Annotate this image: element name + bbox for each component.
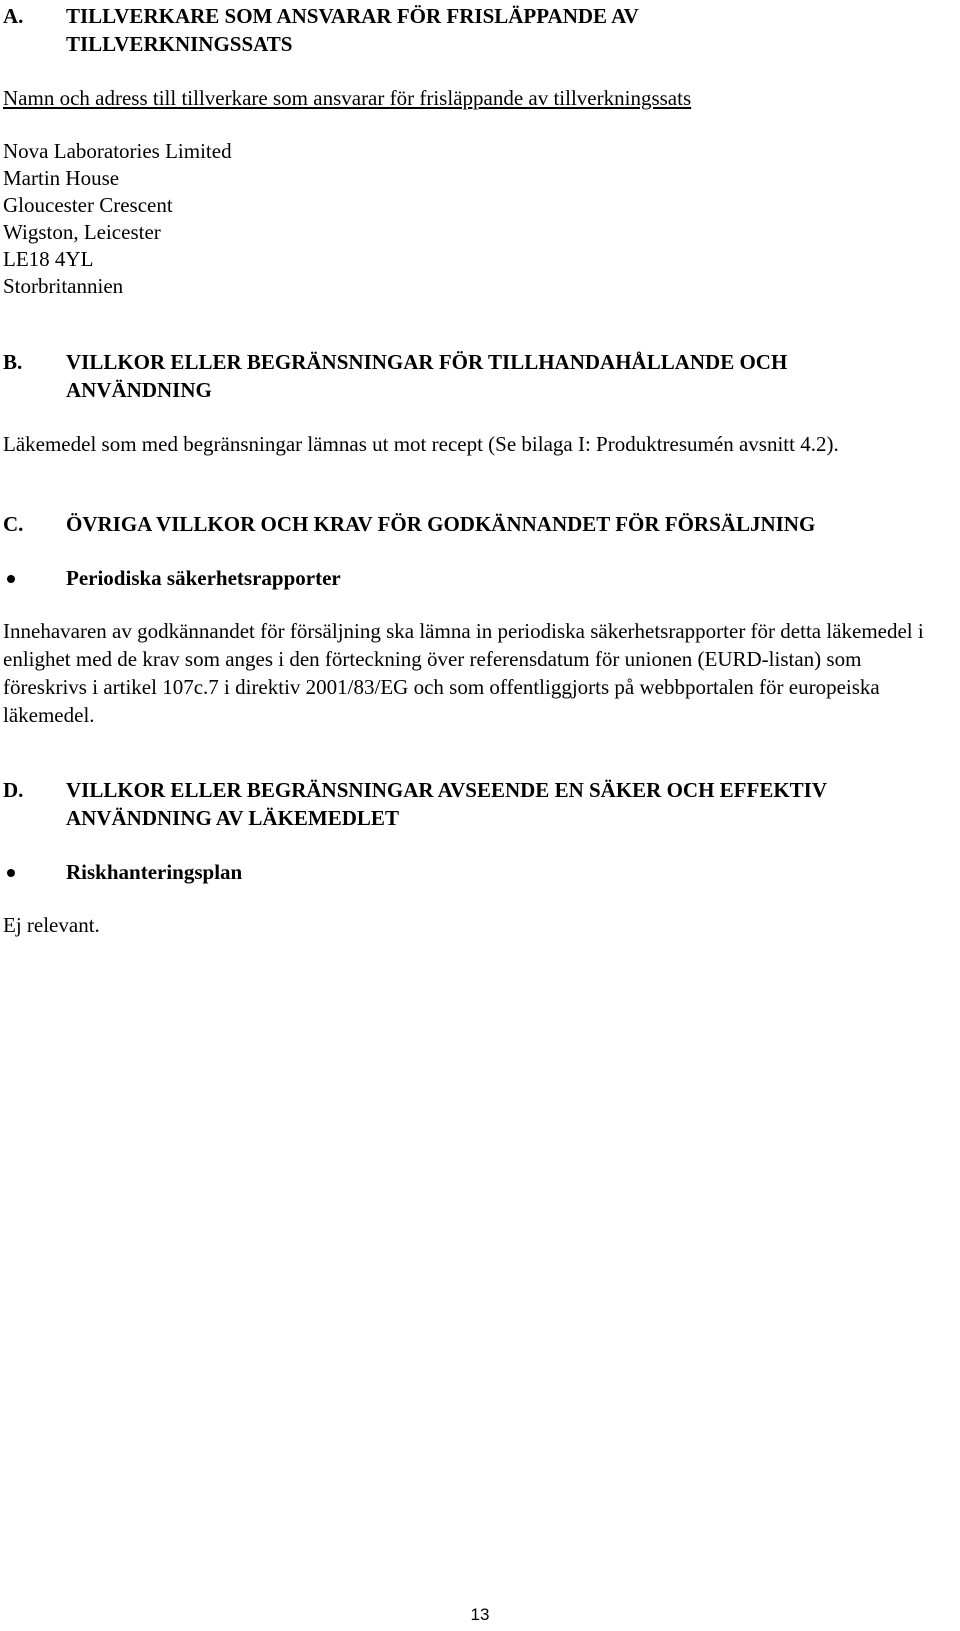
section-d-bullet-item bbox=[3, 858, 943, 886]
section-d-letter: D. bbox=[3, 778, 24, 802]
section-d-title: VILLKOR ELLER BEGRÄNSNINGAR AVSEENDE EN SÄKER OCH EFFEKTIV ANVÄNDNING AV LÄKEMEDLET bbox=[66, 778, 827, 830]
section-b-text: Läkemedel som med begränsningar lämnas ut mot recept (Se bilaga I: Produktresumén avsnitt 4.2). bbox=[3, 432, 839, 456]
address-line-1: Nova Laboratories Limited bbox=[3, 139, 232, 163]
section-d-heading bbox=[3, 776, 943, 832]
address-line-3: Gloucester Crescent bbox=[3, 193, 173, 217]
section-c-bullet-item bbox=[3, 564, 943, 592]
section-b-letter: B. bbox=[3, 350, 23, 374]
section-a-title: TILLVERKARE SOM ANSVARAR FÖR FRISLÄPPANDE AV TILLVERKNINGSSATS bbox=[66, 4, 639, 56]
address-line-6: Storbritannien bbox=[3, 274, 124, 298]
section-d-bullet-label: Riskhanteringsplan bbox=[66, 860, 243, 884]
address-line-2: Martin House bbox=[3, 166, 120, 190]
address-line-4: Wigston, Leicester bbox=[3, 220, 161, 244]
section-c-letter: C. bbox=[3, 512, 24, 536]
bullet-icon bbox=[7, 869, 15, 877]
section-a-letter: A. bbox=[3, 4, 24, 28]
section-c-heading bbox=[3, 510, 943, 538]
section-c-bullet-label: Periodiska säkerhetsrapporter bbox=[66, 566, 341, 590]
section-c-text: Innehavaren av godkännandet för försäljning ska lämna in periodiska säkerhetsrapporter för detta läkemedel i enlighet med de krav som anges i den förteckning över referensdatum för unionen (EURD-listan) som föreskrivs i artikel 107c.7 i direktiv 2001/83/EG och som offentliggjorts på webbportalen för europeiska läkemedel. bbox=[3, 619, 924, 727]
address-line-5: LE18 4YL bbox=[3, 247, 94, 271]
bullet-icon bbox=[7, 575, 15, 583]
section-d-text: Ej relevant. bbox=[3, 913, 100, 937]
section-b-heading bbox=[3, 348, 943, 404]
section-b-title: VILLKOR ELLER BEGRÄNSNINGAR FÖR TILLHANDAHÅLLANDE OCH ANVÄNDNING bbox=[66, 350, 788, 402]
section-c-title: ÖVRIGA VILLKOR OCH KRAV FÖR GODKÄNNANDET FÖR FÖRSÄLJNING bbox=[66, 512, 816, 536]
section-a-subheading: Namn och adress till tillverkare som ansvarar för frisläppande av tillverkningssats bbox=[3, 86, 692, 110]
section-a-heading bbox=[3, 2, 943, 58]
page-number: 13 bbox=[470, 1605, 490, 1624]
